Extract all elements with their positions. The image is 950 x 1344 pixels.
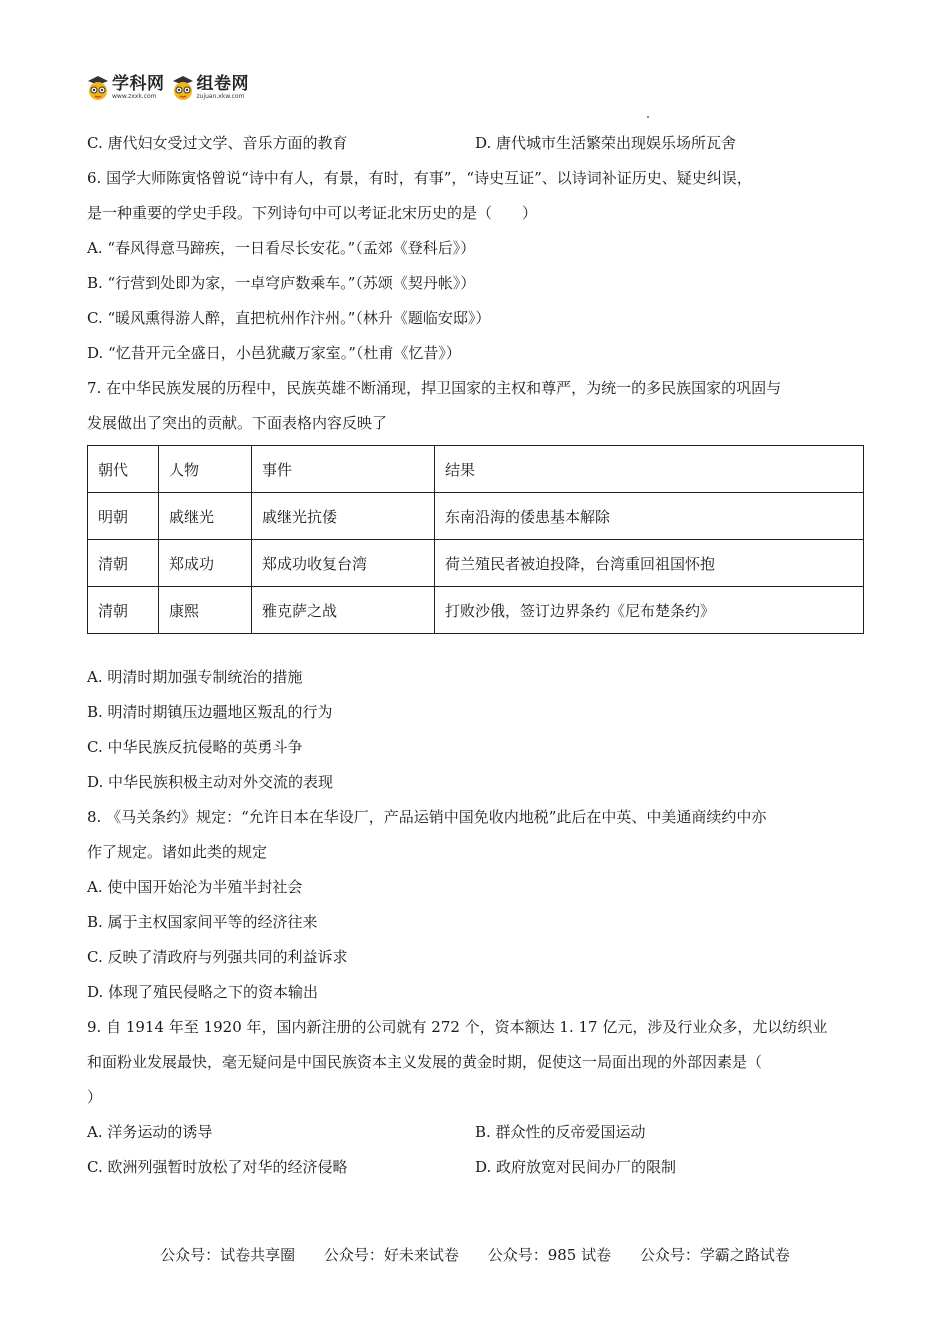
q7-stem-line2: 发展做出了突出的贡献。下面表格内容反映了	[87, 414, 388, 432]
xueke-logo[interactable]	[86, 75, 165, 101]
footer	[0, 1240, 950, 1270]
speck	[647, 116, 649, 118]
q7-option-a[interactable]: A. 明清时期加强专制统治的措施	[87, 668, 303, 686]
logo-url: zujuan.xkw.com	[196, 93, 245, 100]
q7-stem-line1: 7. 在中华民族发展的历程中，民族英雄不断涌现，捍卫国家的主权和尊严，为统一的多民族国家的巩固与	[87, 379, 782, 397]
q9-option-b[interactable]: B. 群众性的反帝爱国运动	[475, 1123, 646, 1141]
table-header-cell: 朝代	[88, 446, 159, 493]
q8-option-b[interactable]: B. 属于主权国家间平等的经济往来	[87, 913, 318, 931]
option-c[interactable]: C. 唐代妇女受过文学、音乐方面的教育	[87, 134, 348, 152]
q5-options-cd	[87, 126, 877, 161]
q9-option-a[interactable]: A. 洋务运动的诱导	[87, 1123, 213, 1141]
owl-icon	[86, 75, 110, 101]
table-cell: 清朝	[88, 540, 159, 587]
q8-option-c[interactable]: C. 反映了清政府与列强共同的利益诉求	[87, 948, 348, 966]
q9-stem-line1: 9. 自 1914 年至 1920 年，国内新注册的公司就有 272 个，资本额达 1. 17 亿元，涉及行业众多，尤以纺织业	[87, 1018, 828, 1036]
table-header-cell: 事件	[252, 446, 435, 493]
table-cell: 明朝	[88, 493, 159, 540]
q6-option-a[interactable]: A. “春风得意马蹄疾，一日看尽长安花。”（孟郊《登科后》）	[87, 239, 476, 257]
table-cell: 荷兰殖民者被迫投降，台湾重回祖国怀抱	[435, 540, 864, 587]
table-row	[88, 493, 864, 540]
q6-option-d[interactable]: D. “忆昔开元全盛日，小邑犹藏万家室。”（杜甫《忆昔》）	[87, 344, 461, 362]
q9-option-d[interactable]: D. 政府放宽对民间办厂的限制	[475, 1158, 677, 1176]
footer-account: 公众号：985 试卷	[487, 1246, 612, 1264]
q9-options-cd	[87, 1150, 877, 1185]
header-logos	[86, 70, 255, 106]
table-cell: 郑成功	[159, 540, 252, 587]
q9-option-c[interactable]: C. 欧洲列强暂时放松了对华的经济侵略	[87, 1158, 348, 1176]
exam-content	[87, 126, 877, 1185]
q8-stem-line1: 8. 《马关条约》规定：“允许日本在华设厂，产品运销中国免收内地税”此后在中英、中美通商续约中亦	[87, 808, 767, 826]
q8-option-a[interactable]: A. 使中国开始沦为半殖半封社会	[87, 878, 303, 896]
table-row	[88, 540, 864, 587]
footer-account: 公众号：学霸之路试卷	[639, 1246, 790, 1264]
q6-stem-line2: 是一种重要的学史手段。下列诗句中可以考证北宋历史的是（ ）	[87, 204, 538, 222]
q7-table	[87, 445, 864, 634]
owl-icon	[171, 75, 195, 101]
table-cell: 清朝	[88, 587, 159, 634]
q6-stem-line1: 6. 国学大师陈寅恪曾说“诗中有人，有景，有时，有事”，“诗史互证”、以诗词补证历史、疑史纠误，	[87, 169, 752, 187]
table-row	[88, 587, 864, 634]
q8-stem-line2: 作了规定。诸如此类的规定	[87, 843, 268, 861]
table-cell: 打败沙俄，签订边界条约《尼布楚条约》	[435, 587, 864, 634]
table-header-row	[88, 446, 864, 493]
q9-options-ab	[87, 1115, 877, 1150]
q7-option-d[interactable]: D. 中华民族积极主动对外交流的表现	[87, 773, 334, 791]
logo-url: www.zxxk.com	[112, 93, 157, 100]
table-cell: 康熙	[159, 587, 252, 634]
table-cell: 东南沿海的倭患基本解除	[435, 493, 864, 540]
q7-option-b[interactable]: B. 明清时期镇压边疆地区叛乱的行为	[87, 703, 333, 721]
table-cell: 戚继光抗倭	[252, 493, 435, 540]
footer-account: 公众号：好未来试卷	[323, 1246, 459, 1264]
table-header-cell: 人物	[159, 446, 252, 493]
option-d[interactable]: D. 唐代城市生活繁荣出现娱乐场所瓦舍	[475, 134, 737, 152]
q6-option-b[interactable]: B. “行营到处即为家，一卓穹庐数乘车。”（苏颂《契丹帐》）	[87, 274, 476, 292]
table-cell: 戚继光	[159, 493, 252, 540]
q9-stem-line3: ）	[87, 1088, 103, 1106]
q7-option-c[interactable]: C. 中华民族反抗侵略的英勇斗争	[87, 738, 303, 756]
table-cell: 雅克萨之战	[252, 587, 435, 634]
table-header-cell: 结果	[435, 446, 864, 493]
q6-option-c[interactable]: C. “暖风熏得游人醉，直把杭州作汴州。”（林升《题临安邸》）	[87, 309, 491, 327]
logo-name: 学科网	[112, 74, 165, 94]
logo-name: 组卷网	[196, 74, 249, 94]
zujuan-logo[interactable]	[171, 75, 250, 101]
q8-option-d[interactable]: D. 体现了殖民侵略之下的资本输出	[87, 983, 319, 1001]
footer-account: 公众号：试卷共享圈	[160, 1246, 296, 1264]
table-cell: 郑成功收复台湾	[252, 540, 435, 587]
q9-stem-line2: 和面粉业发展最快，毫无疑问是中国民族资本主义发展的黄金时期，促使这一局面出现的外部因素是（	[87, 1053, 763, 1071]
